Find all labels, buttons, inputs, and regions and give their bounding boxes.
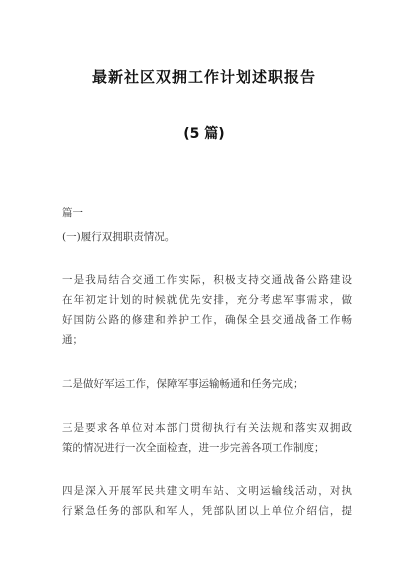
page-subtitle: (5 篇) <box>183 126 225 142</box>
paragraph-4-line: 策的情况进行一次全面检查，进一步完善各项工作制度； <box>62 442 325 454</box>
paragraph-2-line: 在年初定计划的时候就优先安排，充分考虑军事需求，做 <box>62 294 352 306</box>
section-label: 篇一 <box>62 207 83 219</box>
paragraph-3: 二是做好军运工作，保障军事运输畅通和任务完成； <box>62 378 304 390</box>
paragraph-2-line: 好国防公路的修建和养护工作，确保全县交通战备工作畅 <box>62 314 352 326</box>
paragraph-5-line: 行紧急任务的部队和军人，凭部队团以上单位介绍信，提 <box>62 505 352 517</box>
paragraph-2 <box>62 270 352 350</box>
paragraph-5 <box>62 481 352 521</box>
paragraph-4-line: 三是要求各单位对本部门贯彻执行有关法规和落实双拥政 <box>62 422 352 434</box>
paragraph-2-line: 通； <box>62 334 83 346</box>
paragraph-5-line: 四是深入开展军民共建文明车站、文明运输线活动，对执 <box>62 485 352 497</box>
paragraph-4 <box>62 418 352 458</box>
paragraph-2-line: 一是我局结合交通工作实际，积极支持交通战备公路建设 <box>62 274 352 286</box>
page-title: 最新社区双拥工作计划述职报告 <box>91 68 316 86</box>
paragraph-1: (一)履行双拥职责情况。 <box>62 231 176 243</box>
